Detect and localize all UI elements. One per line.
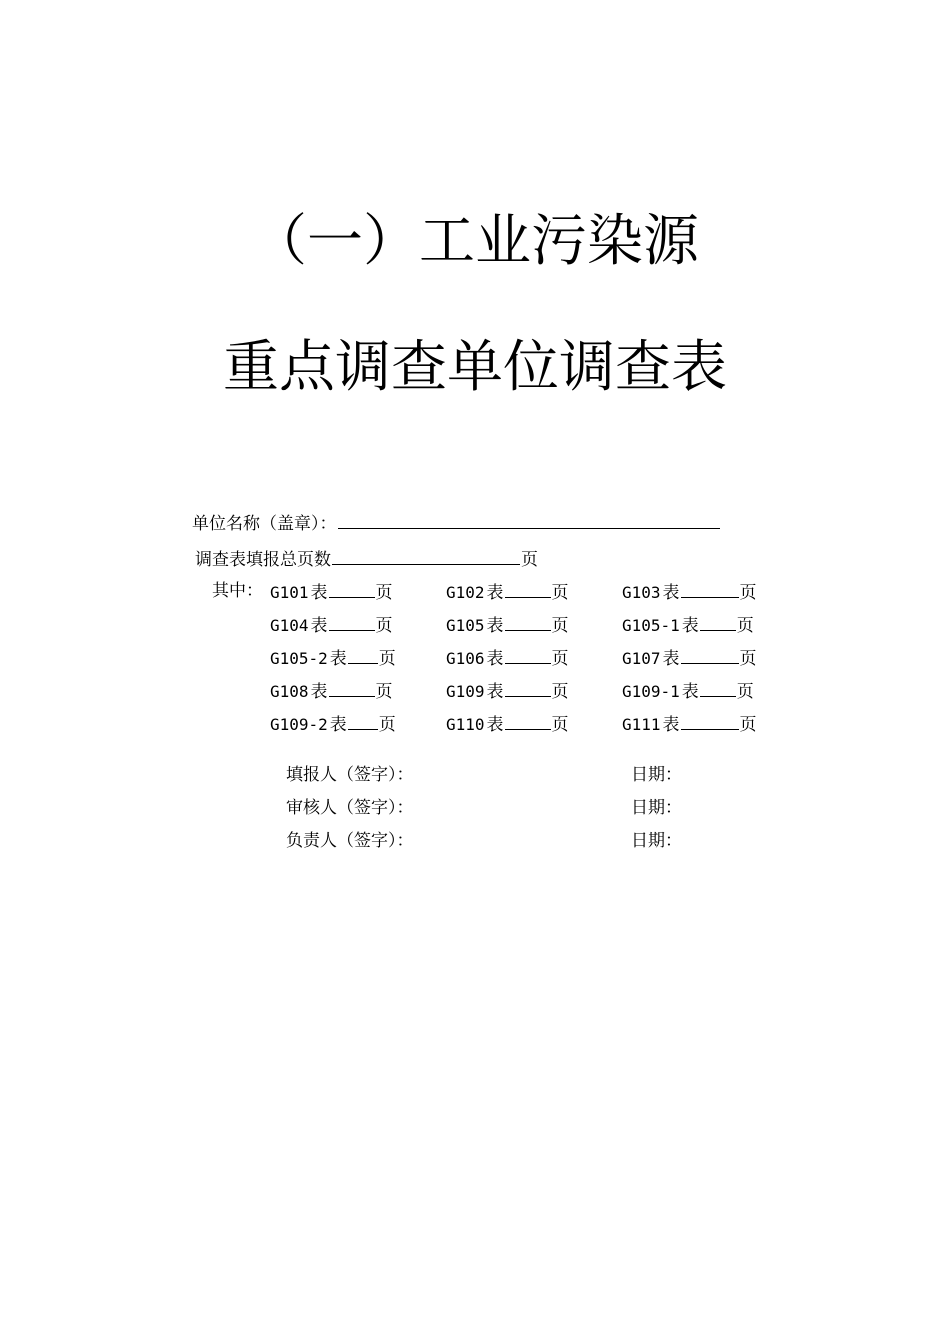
form-page-unit: 页 bbox=[378, 715, 396, 735]
form-code: G109 bbox=[446, 682, 485, 701]
form-page-unit: 页 bbox=[551, 616, 569, 636]
form-entry bbox=[270, 612, 393, 638]
form-page-unit: 页 bbox=[375, 682, 393, 702]
total-pages-label: 调查表填报总页数 bbox=[195, 550, 331, 570]
form-pages-field[interactable] bbox=[329, 678, 375, 697]
total-pages-field[interactable] bbox=[332, 546, 520, 565]
form-code: G101 bbox=[270, 583, 309, 602]
form-pages-field[interactable] bbox=[681, 579, 739, 598]
form-page-unit: 页 bbox=[551, 715, 569, 735]
breakdown-prefix: 其中： bbox=[212, 581, 263, 601]
form-code: G105-2 bbox=[270, 649, 328, 668]
form-page-unit: 页 bbox=[739, 649, 757, 669]
form-code: G102 bbox=[446, 583, 485, 602]
form-table-label: 表 bbox=[486, 616, 504, 636]
form-table-label: 表 bbox=[486, 649, 504, 669]
form-pages-field[interactable] bbox=[700, 612, 736, 631]
form-pages-field[interactable] bbox=[681, 645, 739, 664]
form-code: G108 bbox=[270, 682, 309, 701]
form-entry bbox=[446, 711, 569, 737]
date-label: 日期： bbox=[631, 798, 682, 818]
form-pages-field[interactable] bbox=[505, 579, 551, 598]
form-table-label: 表 bbox=[681, 616, 699, 636]
form-pages-field[interactable] bbox=[700, 678, 736, 697]
form-entry bbox=[622, 678, 754, 704]
form-entry bbox=[270, 579, 393, 605]
form-entry bbox=[446, 612, 569, 638]
form-entry bbox=[446, 678, 569, 704]
form-table-label: 表 bbox=[310, 682, 328, 702]
form-code: G103 bbox=[622, 583, 661, 602]
document-title-line2: 重点调查单位调查表 bbox=[223, 335, 727, 400]
form-pages-field[interactable] bbox=[681, 711, 739, 730]
document-title-line1: （一）工业污染源 bbox=[251, 209, 699, 274]
form-table-label: 表 bbox=[662, 583, 680, 603]
form-pages-field[interactable] bbox=[348, 711, 378, 730]
form-pages-field[interactable] bbox=[505, 711, 551, 730]
form-table-label: 表 bbox=[662, 649, 680, 669]
date-field[interactable] bbox=[685, 796, 805, 820]
form-entry bbox=[446, 579, 569, 605]
total-pages-row bbox=[195, 546, 538, 572]
form-entry bbox=[270, 645, 396, 671]
signature-field[interactable] bbox=[440, 763, 610, 787]
form-code: G105 bbox=[446, 616, 485, 635]
form-pages-field[interactable] bbox=[329, 612, 375, 631]
form-entry bbox=[622, 711, 757, 737]
form-table-label: 表 bbox=[681, 682, 699, 702]
form-table-label: 表 bbox=[310, 583, 328, 603]
signature-label: 填报人（签字）： bbox=[286, 765, 414, 785]
form-page-unit: 页 bbox=[551, 583, 569, 603]
form-code: G107 bbox=[622, 649, 661, 668]
form-pages-field[interactable] bbox=[329, 579, 375, 598]
form-page-unit: 页 bbox=[375, 616, 393, 636]
form-table-label: 表 bbox=[329, 715, 347, 735]
form-entry bbox=[270, 711, 396, 737]
date-label: 日期： bbox=[631, 765, 682, 785]
form-table-label: 表 bbox=[486, 583, 504, 603]
form-entry bbox=[622, 645, 757, 671]
form-table-label: 表 bbox=[486, 715, 504, 735]
form-pages-field[interactable] bbox=[505, 645, 551, 664]
form-code: G106 bbox=[446, 649, 485, 668]
unit-name-row bbox=[192, 510, 721, 536]
form-page-unit: 页 bbox=[378, 649, 396, 669]
form-entry bbox=[622, 612, 754, 638]
signature-field[interactable] bbox=[440, 829, 610, 853]
form-table-label: 表 bbox=[486, 682, 504, 702]
form-table-label: 表 bbox=[310, 616, 328, 636]
form-entry bbox=[270, 678, 393, 704]
form-pages-field[interactable] bbox=[348, 645, 378, 664]
form-page-unit: 页 bbox=[739, 715, 757, 735]
form-pages-field[interactable] bbox=[505, 612, 551, 631]
form-pages-field[interactable] bbox=[505, 678, 551, 697]
form-table-label: 表 bbox=[329, 649, 347, 669]
unit-name-label: 单位名称（盖章）： bbox=[192, 514, 337, 534]
date-field[interactable] bbox=[685, 829, 805, 853]
form-page-unit: 页 bbox=[739, 583, 757, 603]
form-page-unit: 页 bbox=[551, 682, 569, 702]
form-code: G109-2 bbox=[270, 715, 328, 734]
signature-label: 审核人（签字）： bbox=[286, 798, 414, 818]
form-entry bbox=[622, 579, 757, 605]
form-code: G104 bbox=[270, 616, 309, 635]
date-field[interactable] bbox=[685, 763, 805, 787]
form-code: G110 bbox=[446, 715, 485, 734]
form-entry bbox=[446, 645, 569, 671]
form-page-unit: 页 bbox=[736, 682, 754, 702]
unit-name-field[interactable] bbox=[338, 510, 720, 529]
total-pages-unit: 页 bbox=[521, 550, 538, 570]
form-code: G105-1 bbox=[622, 616, 680, 635]
date-label: 日期： bbox=[631, 831, 682, 851]
form-code: G111 bbox=[622, 715, 661, 734]
form-page-unit: 页 bbox=[551, 649, 569, 669]
form-page-unit: 页 bbox=[375, 583, 393, 603]
signature-field[interactable] bbox=[440, 796, 610, 820]
form-table-label: 表 bbox=[662, 715, 680, 735]
signature-label: 负责人（签字）： bbox=[286, 831, 414, 851]
form-code: G109-1 bbox=[622, 682, 680, 701]
form-page-unit: 页 bbox=[736, 616, 754, 636]
